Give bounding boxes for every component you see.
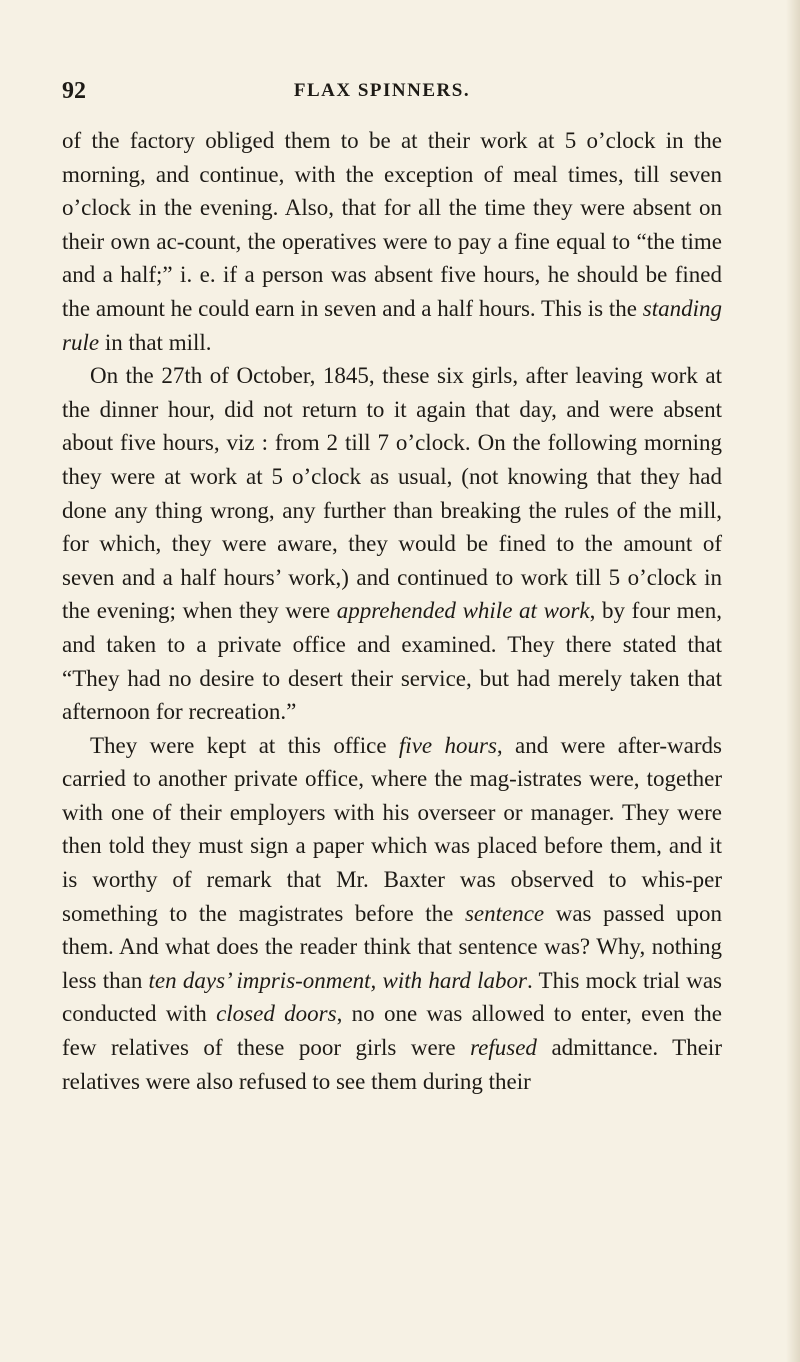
italic-text: closed doors [216, 1001, 337, 1027]
italic-text: five hours [398, 732, 497, 758]
paragraph [62, 124, 722, 359]
running-title: FLAX SPINNERS. [293, 80, 471, 101]
italic-text: ten days’ impris-onment, with hard labor [148, 967, 527, 993]
text-run: was passed upon them. And what does the reader think that sentence was? Why, nothing less than [62, 900, 722, 993]
text-run: On the 27th of October, 1845, these six girls, after leaving work at the dinner hour, did not return to it again that day, and were absent about five hours, viz : from 2 till 7 o’clock. On the following morning they were at work at 5 o’clock as usual, (not knowing that they had done any thing wrong, any further than breaking the rules of the mill, for which, they were aware, they would be fined to the amount of seven and a half hours’ work,) and continued to work till 5 o’clock in the evening; when they were [62, 363, 722, 624]
italic-text: refused [470, 1035, 537, 1061]
text-run: of the factory obliged them to be at their work at 5 o’clock in the morning, and continue, with the exception of meal times, till seven o’clock in the evening. Also, that for all the time they were absent on their own ac-count, the operatives were to pay a fine equal to “the time and a half;” i. e. if a person was absent five hours, he should be fined the amount he could earn in seven and a half hours. This is the [62, 128, 722, 321]
italic-text: apprehended while at work [336, 598, 590, 624]
text-run: , no one was allowed to enter, even the few relatives of these poor girls were [62, 1001, 722, 1061]
body-text [62, 124, 722, 1098]
text-run: in that mill. [99, 329, 212, 355]
page-edge-shadow [786, 0, 800, 1362]
page-number: 92 [62, 78, 86, 104]
text-run: admittance. Their relatives were also refused to see them during their [62, 1035, 722, 1094]
text-run: , and were after-wards carried to another private office, where the mag-istrates were, together with one of their employers with his overseer or manager. They were then told they must sign a paper which was placed before them, and it is worthy of remark that Mr. Baxter was observed to whis-per something to the magistrates before the [62, 732, 722, 926]
text-run: . This mock trial was conducted with [62, 967, 722, 1027]
text-run: They were kept at this office [90, 732, 399, 758]
paragraph [62, 729, 722, 1099]
page-header [62, 78, 702, 108]
text-run: , by four men, and taken to a private office and examined. They there stated that “They had no desire to desert their service, but had merely taken that afternoon for recreation.” [62, 598, 722, 725]
italic-text: standing rule [62, 295, 722, 355]
italic-text: sentence [464, 900, 545, 926]
paragraph [62, 359, 722, 729]
